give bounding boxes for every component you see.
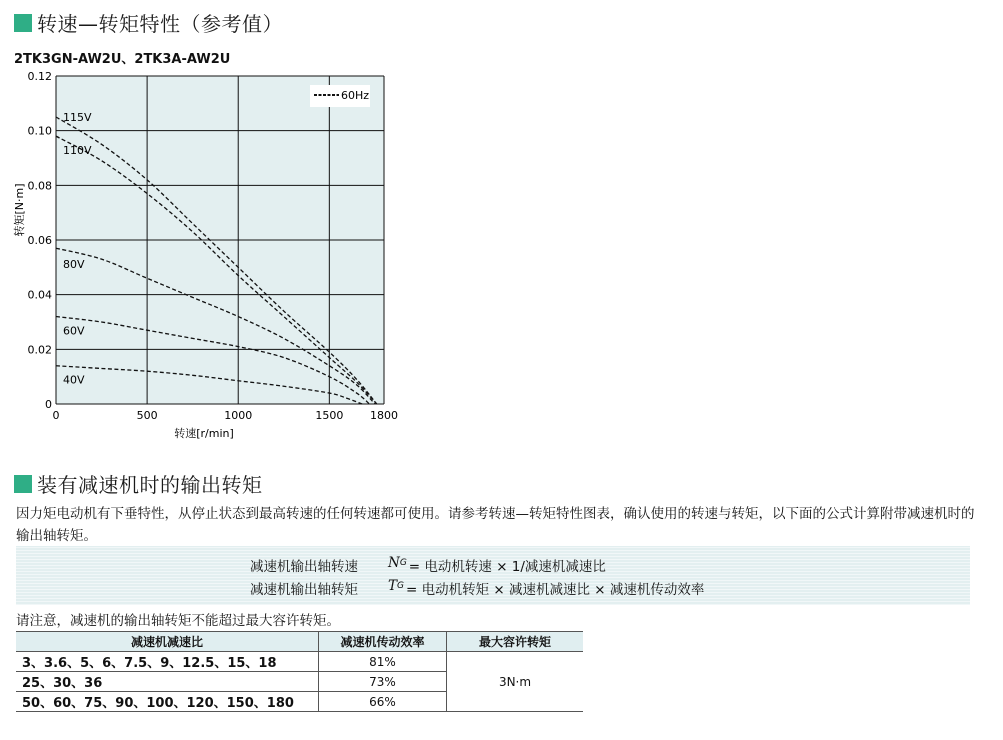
x-axis-label: 转速[r/min]: [174, 427, 234, 440]
y-tick-label: 0.08: [27, 179, 52, 193]
y-tick-label: 0.02: [27, 343, 52, 357]
formula-subscript: G: [399, 558, 407, 568]
model-label: 2TK3GN-AW2U、2TK3A-AW2U: [14, 52, 231, 67]
formula-expression: = 电动机转速 × 1/减速机减速比: [408, 559, 606, 575]
heading-square-icon: [14, 475, 32, 493]
ratio-cell: 3、3.6、5、6、7.5、9、12.5、15、18: [16, 652, 319, 672]
formula-symbol: N: [388, 555, 400, 571]
speed-torque-chart: [0, 60, 420, 440]
y-tick-label: 0.04: [27, 288, 52, 302]
x-tick-label: 1800: [370, 409, 398, 422]
x-tick-label: 500: [136, 409, 158, 422]
header-efficiency: 减速机传动效率: [319, 632, 447, 652]
formula-speed: [250, 555, 606, 575]
y-axis-label: 转矩[N·m]: [13, 183, 26, 237]
section-heading-output-torque: [14, 469, 263, 498]
legend-label: 60Hz: [341, 89, 370, 102]
y-tick-label: 0.06: [27, 234, 52, 247]
formula-box: [16, 546, 970, 605]
formula-symbol: T: [388, 578, 398, 594]
series-label: 40V: [63, 373, 85, 387]
x-tick-label: 1500: [315, 409, 344, 422]
formula-subscript: G: [397, 581, 404, 591]
y-tick-label: 0.10: [27, 124, 52, 138]
efficiency-cell: 81%: [319, 652, 447, 672]
series-label: 80V: [63, 258, 85, 272]
table-row: [16, 652, 583, 672]
note-text: 请注意，减速机的输出轴转矩不能超过最大容许转矩。: [16, 613, 340, 629]
table-header-row: [16, 632, 583, 652]
section-heading-speed-torque: [14, 8, 283, 37]
formula-torque: [250, 578, 704, 598]
efficiency-cell: 73%: [319, 672, 447, 692]
heading-text: 装有减速机时的输出转矩: [37, 473, 263, 497]
ratio-cell: 50、60、75、90、100、120、150、180: [16, 692, 319, 712]
y-tick-label: 0: [45, 398, 52, 411]
formula-label: 减速机输出轴转速: [250, 559, 358, 575]
header-max-torque: 最大容许转矩: [447, 632, 584, 652]
gear-ratio-table: [16, 631, 583, 712]
x-tick-label: 0: [52, 409, 60, 422]
ratio-cell: 25、30、36: [16, 672, 319, 692]
header-ratio: 减速机减速比: [16, 632, 319, 652]
x-tick-label: 1000: [224, 409, 253, 422]
series-label: 115V: [63, 111, 92, 124]
y-tick-label: 0.12: [27, 70, 52, 83]
description-paragraph: 因力矩电动机有下垂特性，从停止状态到最高转速的任何转速都可使用。请参考转速—转矩特性图表，确认使用的转速与转矩，以下面的公式计算附带减速机时的输出轴转矩。: [16, 506, 975, 544]
series-label: 110V: [63, 144, 92, 158]
formula-label: 减速机输出轴转矩: [250, 582, 358, 598]
heading-text: 转速—转矩特性（参考值）: [37, 12, 283, 36]
formula-expression: = 电动机转矩 × 减速机减速比 × 减速机传动效率: [406, 582, 705, 598]
heading-square-icon: [14, 14, 32, 32]
series-label: 60V: [63, 324, 85, 338]
max-torque-cell: 3N·m: [447, 652, 584, 712]
efficiency-cell: 66%: [319, 692, 447, 712]
